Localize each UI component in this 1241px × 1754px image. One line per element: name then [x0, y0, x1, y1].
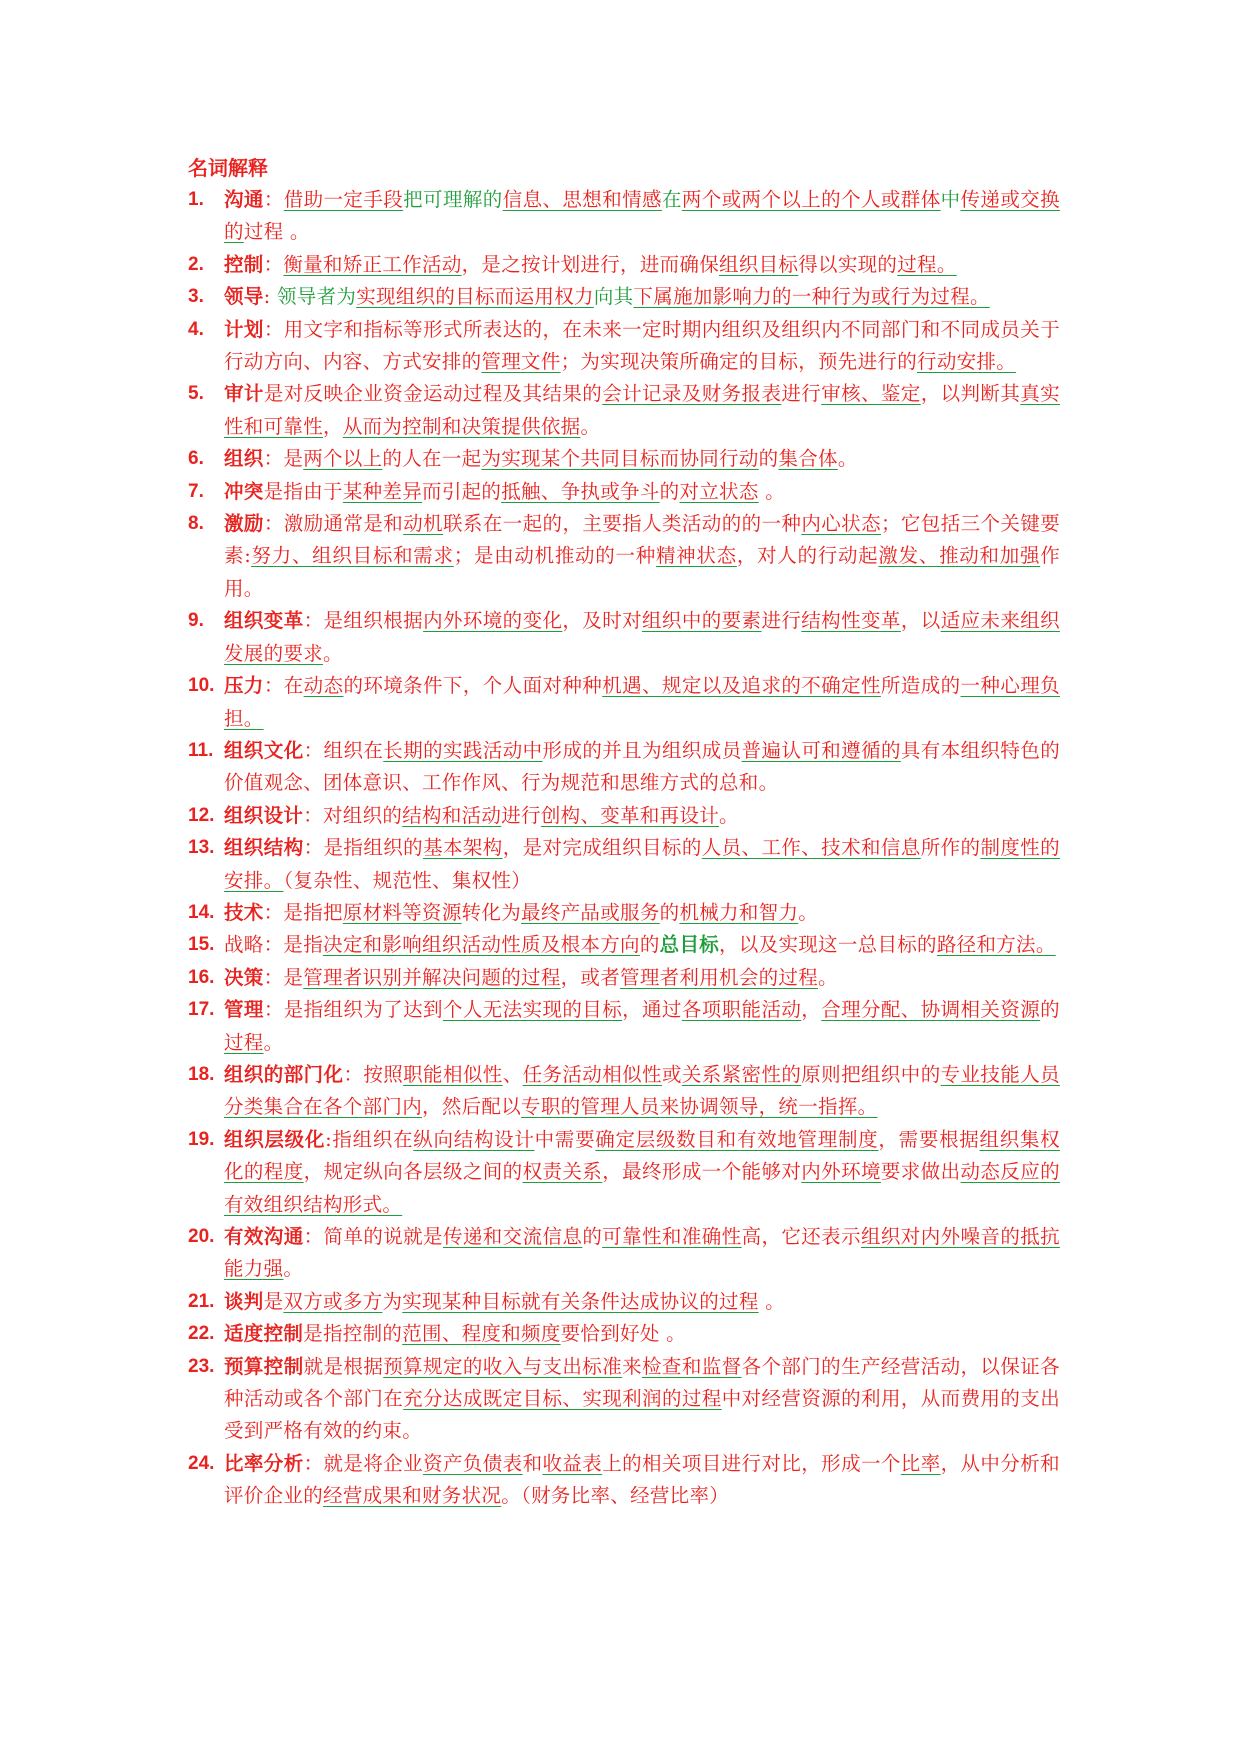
definition-segment: ，通过: [622, 998, 682, 1022]
item-number: 3.: [188, 286, 204, 308]
definition-segment: 决定和影响组织活动性质及根本方向: [323, 933, 640, 957]
definition-segment: 的: [582, 1225, 603, 1248]
item-number: 5.: [188, 383, 204, 405]
definition-segment: 衡量和矫正工作活动: [283, 252, 462, 276]
definition-segment: 传递和交流信息: [442, 1225, 583, 1248]
definition-segment: ，: [801, 998, 822, 1022]
definition-segment: 转化为: [461, 900, 522, 924]
definition-segment: ：是指组织为了达到: [263, 998, 443, 1022]
definition-segment: 进行: [781, 382, 822, 406]
definition-segment: ，从中分析和评价企业的: [224, 1451, 1060, 1508]
definition-item: [188, 184, 1060, 249]
definition-term: 控制: [224, 252, 264, 276]
definition-item: [188, 314, 1060, 379]
definition-segment: 真实性和可靠性: [224, 382, 1060, 438]
definition-segment: 纵向结构设计: [413, 1127, 535, 1151]
definition-segment: 领导者为: [270, 285, 357, 309]
definition-text: [224, 929, 1060, 961]
definition-segment: 行动安排。: [917, 350, 1017, 374]
definition-segment: 的: [639, 933, 660, 957]
item-number: 17.: [188, 999, 215, 1021]
definition-item: [188, 249, 1060, 281]
definition-text: [224, 1221, 1060, 1286]
definition-segment: 。（财务比率、经营比率）: [501, 1484, 730, 1508]
definition-segment: 。: [719, 803, 739, 827]
definition-segment: ，以判断其: [920, 382, 1021, 406]
definition-segment: ，及时对: [562, 609, 643, 633]
definition-text: [224, 249, 1060, 281]
definition-segment: 在: [661, 188, 682, 211]
definition-segment: 实现组织的目标而运用: [356, 285, 555, 309]
definition-segment: 过程 。: [243, 220, 310, 244]
item-number: 2.: [188, 253, 204, 275]
definition-segment: 的: [659, 479, 680, 503]
definition-segment: 权责关系: [522, 1160, 603, 1184]
definition-segment: ；为实现决策所确定的目标，预先进行的: [560, 350, 918, 374]
definition-segment: 管理文件: [481, 350, 561, 374]
definition-term: 预算控制: [224, 1354, 304, 1378]
definition-item: [188, 1351, 1060, 1448]
definition-segment: 人员、工作、技术和信息: [701, 836, 921, 860]
definition-text: [224, 994, 1060, 1059]
definition-segment: :: [263, 285, 271, 309]
item-number: 6.: [188, 448, 204, 470]
definition-segment: 专职的管理人员来协调领导，统一指挥。: [521, 1095, 878, 1119]
definition-segment: 范围、程度和频度: [402, 1322, 561, 1346]
definition-segment: 内心状态: [801, 512, 881, 536]
item-number: 10.: [188, 675, 215, 697]
definition-segment: ，以及实现这一总目标的: [719, 933, 937, 957]
definition-item: [188, 800, 1060, 832]
definition-segment: 。: [837, 447, 858, 471]
definition-segment: 下属施加影响力的一种行为或行为过程。: [633, 285, 990, 309]
definition-segment: 或: [661, 1062, 682, 1086]
definition-text: [224, 800, 1060, 832]
definition-segment: 最终产品或服务: [521, 900, 660, 924]
definition-segment: 的: [1040, 998, 1060, 1022]
definition-segment: 传递或交换的: [224, 188, 1060, 244]
definition-segment: 而引起的: [422, 479, 502, 503]
definition-segment: 审核、鉴定: [821, 382, 921, 406]
definition-segment: 会计记录及财务报表: [602, 382, 782, 406]
definition-term: 组织变革: [224, 609, 304, 633]
definition-segment: （复杂性、规范性、集权性）: [283, 868, 532, 892]
definition-segment: 中: [940, 188, 961, 211]
definition-segment: 组织中的要素: [642, 609, 762, 633]
definition-segment: 为实现某个共同目标而协同行动: [481, 447, 759, 471]
definition-term: 组织结构: [224, 836, 304, 860]
definition-segment: ：在: [263, 674, 304, 698]
definition-segment: 从而为控制和决策提供依据: [342, 414, 581, 438]
definition-item: [188, 605, 1060, 670]
item-number: 21.: [188, 1290, 215, 1312]
definition-segment: ：是: [263, 447, 304, 471]
definition-segment: 专业技能人员分类集合在各个部门内: [224, 1062, 1060, 1119]
definition-segment: 是: [263, 1289, 284, 1313]
definition-segment: 路径和方法。: [936, 933, 1056, 957]
item-number: 1.: [188, 189, 204, 210]
definition-segment: 结构性变革: [801, 609, 901, 633]
definition-segment: :指组织在: [325, 1127, 414, 1151]
definition-item: [188, 994, 1060, 1059]
definition-item: [188, 832, 1060, 897]
definition-item: [188, 1059, 1060, 1124]
definition-segment: ，是对完成组织目标的: [502, 836, 702, 860]
definition-segment: 、: [502, 1062, 523, 1086]
definition-term: 压力: [224, 674, 264, 698]
definition-segment: 的人在一起: [382, 447, 482, 471]
definition-segment: 长期的实践活动中: [383, 738, 543, 762]
definition-segment: 进行: [501, 803, 541, 827]
definition-segment: ，是之按计划进行，进而确保: [461, 252, 720, 276]
definition-segment: 的: [758, 447, 779, 471]
definition-segment: 适应未来组织发展的要求: [224, 609, 1060, 665]
definition-segment: 努力、组织目标和需求: [251, 544, 454, 568]
definition-text: [224, 184, 1060, 249]
definition-text: [224, 314, 1060, 379]
definition-segment: 管理者利用机会的过程: [620, 965, 819, 989]
definition-segment: 。: [758, 1289, 785, 1313]
definition-text: [224, 1448, 1060, 1513]
definition-segment: 要恰到好处 。: [560, 1322, 686, 1346]
definition-term: 审计: [224, 382, 264, 406]
definition-segment: 具有本组织特色的价值观念、团体意识、工作作风、行为规范和思维方式的总和。: [224, 738, 1061, 795]
definition-term: 适度控制: [224, 1322, 304, 1346]
definition-segment: 是对反映企业资金运动过程及其结果的: [263, 382, 603, 406]
definition-segment: 权力: [554, 285, 594, 309]
item-number: 7.: [188, 480, 204, 502]
definition-segment: 。: [263, 1030, 284, 1054]
definition-segment: 确定层级数目和有效地管理制度: [595, 1127, 879, 1151]
definition-segment: 双方或多方: [283, 1289, 383, 1313]
definition-segment: 要求做出: [880, 1160, 961, 1184]
item-number: 4.: [188, 318, 204, 340]
definition-segment: 中对经营资源的利用，从而费用的支出受到严格有效的约束。: [224, 1387, 1060, 1443]
definition-segment: 组织集权化的程度: [224, 1127, 1060, 1184]
definition-segment: 精神状态: [655, 544, 737, 568]
definition-segment: ：是指把: [263, 900, 343, 924]
definition-segment: 战略：是指: [224, 933, 324, 957]
definition-segment: ：是: [263, 965, 304, 989]
definition-segment: 合理分配、协调相关资源: [821, 998, 1041, 1022]
definition-segment: ，然后配以: [422, 1095, 522, 1119]
definition-term: 沟通: [224, 188, 264, 211]
definition-segment: 两个或两个以上的个人或群体: [681, 188, 941, 211]
definition-term: 计划: [224, 317, 264, 341]
definition-segment: ：对组织的: [303, 803, 403, 827]
definition-segment: 动态反应的: [960, 1160, 1060, 1184]
definition-segment: 实现某种目标就有关条件达成协议的过程: [402, 1289, 759, 1313]
definition-segment: 动态: [303, 674, 344, 698]
definition-list: [188, 184, 1060, 1513]
definition-segment: 。: [798, 900, 819, 924]
definition-segment: 对立状态: [679, 479, 759, 503]
definition-segment: 。: [580, 414, 601, 438]
definition-segment: 经营成果和财务状况: [323, 1484, 502, 1508]
definition-segment: ：是组织根据: [303, 609, 424, 633]
definition-item: [188, 962, 1060, 994]
definition-term: 技术: [224, 900, 264, 924]
definition-item: [188, 1448, 1060, 1513]
definition-segment: 形成的并且为组织成员: [542, 738, 742, 762]
definition-term: 冲突: [224, 479, 264, 503]
item-number: 8.: [188, 513, 204, 535]
definition-text: [224, 735, 1060, 800]
definition-segment: 就是根据: [303, 1354, 384, 1378]
definition-text: [224, 378, 1060, 443]
definition-term: 激励: [224, 512, 264, 536]
definition-segment: 一种心理负担。: [224, 674, 1060, 730]
definition-term: 比率分析: [224, 1451, 304, 1475]
definition-segment: 资产负债表: [423, 1451, 523, 1475]
definition-segment: 动机: [403, 512, 444, 536]
definition-segment: ：组织在: [303, 738, 384, 762]
item-number: 13.: [188, 837, 215, 859]
definition-segment: 创构、变革和再设计: [540, 803, 720, 827]
definition-term: 管理: [224, 998, 264, 1022]
definition-segment: 机械力和智力: [679, 900, 799, 924]
definition-segment: ，需要根据: [878, 1127, 980, 1151]
definition-segment: ，规定纵向各层级之间的: [303, 1160, 523, 1184]
definition-segment: ，最终形成一个能够对: [602, 1160, 802, 1184]
definition-segment: 集合体: [778, 447, 838, 471]
definition-segment: 高，它还表示: [741, 1225, 861, 1248]
definition-term: 组织: [224, 447, 264, 471]
definition-segment: 激发、推动和加强: [878, 544, 1041, 568]
item-number: 23.: [188, 1355, 215, 1377]
definition-text: [224, 1351, 1060, 1448]
definition-segment: 内外环境: [801, 1160, 881, 1184]
definition-segment: 充分达成既定目标、实现利润的过程: [403, 1387, 722, 1411]
definition-item: [188, 897, 1060, 929]
item-number: 18.: [188, 1063, 215, 1085]
item-number: 14.: [188, 901, 215, 923]
item-number: 15.: [188, 934, 215, 956]
definition-segment: 所造成的: [880, 674, 961, 698]
definition-item: [188, 443, 1060, 475]
definition-segment: 中需要: [534, 1127, 596, 1151]
definition-item: [188, 1221, 1060, 1286]
definition-segment: 作用。: [224, 544, 1060, 600]
definition-segment: 总目标: [659, 933, 720, 957]
definition-text: [224, 1124, 1060, 1221]
definition-segment: ，或者: [560, 965, 621, 989]
definition-term: 领导: [224, 285, 264, 309]
definition-term: 组织设计: [224, 803, 304, 827]
definition-term: 组织文化: [224, 738, 304, 762]
item-number: 11.: [188, 739, 214, 761]
definition-segment: ，对人的行动起: [736, 544, 879, 568]
item-number: 19.: [188, 1128, 215, 1150]
definition-segment: 普遍认可和遵循的: [741, 738, 901, 762]
definition-text: [224, 897, 1060, 929]
definition-term: 组织的部门化: [224, 1062, 344, 1086]
definition-segment: 各项职能活动: [681, 998, 802, 1022]
definition-text: [224, 605, 1060, 670]
definition-segment: 。: [758, 479, 785, 503]
definition-segment: 个人无法实现的目标: [442, 998, 623, 1022]
definition-segment: 原则把组织中的: [801, 1062, 941, 1086]
item-number: 12.: [188, 804, 215, 826]
definition-segment: ：简单的说就是: [303, 1225, 443, 1248]
definition-segment: 制度性的安排。: [224, 836, 1060, 892]
definition-segment: 收益表: [542, 1451, 603, 1475]
definition-segment: 有效组织结构形式。: [224, 1192, 403, 1216]
definition-segment: 比率: [900, 1451, 941, 1475]
definition-segment: 职能相似性: [403, 1062, 503, 1086]
definition-segment: 任务活动相似性: [522, 1062, 662, 1086]
definition-text: [224, 281, 1060, 313]
definition-segment: 上的相关项目进行对比，形成一个: [602, 1451, 901, 1475]
definition-segment: 管理者识别并解决问题的过程: [303, 965, 561, 989]
definition-text: [224, 508, 1060, 605]
definition-segment: ：用文字和指标等形式所表达的，在未来一定时期内组织及组织内不同部门和不同成员关于行动方向、内容、方式安排的: [224, 317, 1060, 374]
definition-segment: 得以实现的: [798, 252, 898, 276]
definition-text: [224, 1059, 1060, 1124]
definition-segment: 检查和监督: [642, 1354, 742, 1378]
definition-segment: 。: [818, 965, 838, 989]
definition-term: 谈判: [224, 1289, 264, 1313]
definition-segment: 的环境条件下，个人面对种种: [343, 674, 603, 698]
definition-segment: 。: [283, 1257, 304, 1281]
definition-segment: 过程。: [897, 252, 957, 276]
definition-item: [188, 929, 1060, 961]
definition-segment: 各个部门的生产经营活动，以保证各种活动或各个部门在: [224, 1354, 1060, 1411]
definition-segment: 向其: [593, 285, 634, 309]
definition-segment: ：激励通常是和: [263, 512, 404, 536]
definition-text: [224, 1286, 1060, 1318]
definition-segment: 关系紧密性的: [681, 1062, 802, 1086]
definition-segment: ：: [263, 188, 284, 211]
definition-segment: 是指控制的: [303, 1322, 403, 1346]
definition-segment: 为: [382, 1289, 403, 1313]
definition-text: [224, 670, 1060, 735]
definition-text: [224, 443, 1060, 475]
item-number: 22.: [188, 1323, 215, 1345]
definition-text: [224, 962, 1060, 994]
definition-segment: 。: [323, 641, 343, 665]
definition-term: 组织层级化: [224, 1127, 326, 1151]
definition-item: [188, 670, 1060, 735]
definition-item: [188, 378, 1060, 443]
definition-segment: 原材料等资源: [342, 900, 462, 924]
definition-text: [224, 476, 1060, 508]
definition-segment: 可靠性和准确性: [602, 1225, 742, 1248]
definition-segment: ：就是将企业: [303, 1451, 424, 1475]
definition-term: 决策: [224, 965, 264, 989]
definition-segment: ；是由动机推动的一种: [453, 544, 656, 568]
definition-segment: 的: [659, 900, 680, 924]
definition-segment: 所作的: [920, 836, 981, 860]
definition-segment: 抵触、争执或争斗: [501, 479, 660, 503]
definition-item: [188, 1124, 1060, 1221]
definition-segment: 组织对内外噪音的抵抗能力强: [224, 1225, 1060, 1281]
definition-segment: 是指由于: [263, 479, 343, 503]
definition-segment: ：按照: [343, 1062, 404, 1086]
definition-segment: ，: [323, 414, 343, 438]
item-number: 16.: [188, 966, 215, 988]
definition-segment: 进行: [761, 609, 802, 633]
definition-segment: 组织目标: [719, 252, 799, 276]
definition-segment: ；它包括三个关键要素:: [224, 512, 1061, 568]
definition-item: [188, 735, 1060, 800]
definition-segment: 借助一定手段: [283, 188, 404, 211]
definition-segment: 把可理解的: [403, 188, 503, 211]
definition-segment: 某种差异: [342, 479, 423, 503]
definition-segment: 过程: [224, 1030, 264, 1054]
definition-segment: 联系在一起的，主要指人类活动的的一种: [443, 512, 802, 536]
definition-item: [188, 508, 1060, 605]
definition-segment: 结构和活动: [402, 803, 502, 827]
definition-segment: 两个以上: [303, 447, 383, 471]
definition-segment: ：: [263, 252, 284, 276]
definition-segment: ：是指组织的: [303, 836, 424, 860]
definition-segment: 来: [622, 1354, 643, 1378]
definition-segment: 机遇、规定以及追求的不确定性: [602, 674, 881, 698]
item-number: 9.: [188, 610, 204, 632]
definition-item: [188, 1318, 1060, 1350]
definition-item: [188, 1286, 1060, 1318]
item-number: 20.: [188, 1226, 215, 1247]
definition-segment: 基本架构: [423, 836, 503, 860]
page-title: 名词解释: [188, 156, 268, 180]
definition-term: 有效沟通: [224, 1225, 304, 1248]
definition-text: [224, 832, 1060, 897]
definition-segment: ，以: [900, 609, 941, 633]
definition-segment: 和: [522, 1451, 543, 1475]
definition-segment: 内外环境的变化: [423, 609, 563, 633]
definition-item: [188, 281, 1060, 313]
definition-segment: 预算规定的收入与支出标准: [383, 1354, 623, 1378]
definition-text: [224, 1318, 1060, 1350]
item-number: 24.: [188, 1452, 215, 1474]
definition-segment: 信息、思想和情感: [502, 188, 662, 211]
definition-item: [188, 476, 1060, 508]
